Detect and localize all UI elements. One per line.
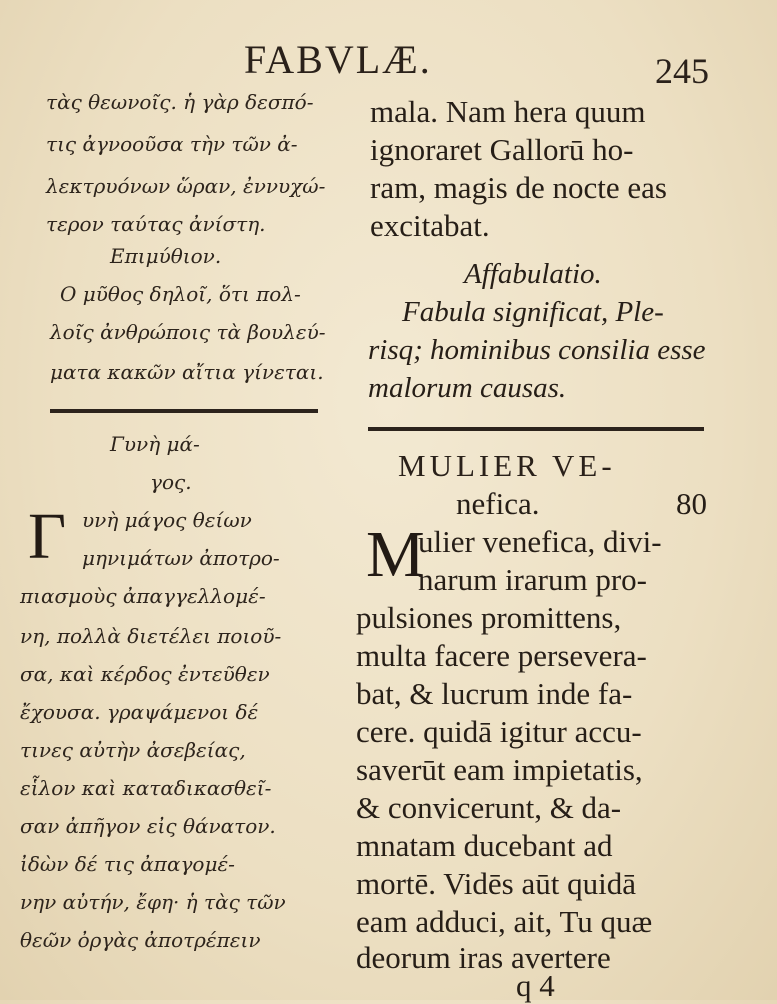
latin-line: malorum causas. <box>368 372 567 404</box>
latin-line: ram, magis de nocte eas <box>370 170 667 205</box>
greek-line: Ο μῦθος δηλοῖ, ὅτι πολ- <box>60 282 301 306</box>
latin-line: ignoraret Gallorū ho- <box>370 132 634 167</box>
latin-line: mnatam ducebant ad <box>356 828 613 863</box>
section-rule <box>368 427 704 431</box>
greek-line: λοῖς ἀνθρώποις τὰ βουλεύ- <box>50 320 326 344</box>
section-rule <box>50 409 318 413</box>
latin-line: cere. quidā igitur accu- <box>356 714 642 749</box>
fable-title-latin: MULIER VE- <box>398 448 616 483</box>
greek-line: τερον ταύτας ἀνίστη. <box>46 212 266 236</box>
drop-cap-initial: M <box>366 518 425 591</box>
greek-line: μηνιμάτων ἀποτρο- <box>82 546 280 570</box>
affabulatio-heading: Affabulatio. <box>464 258 602 290</box>
greek-line: νην αὐτήν, ἔφη· ἡ τὰς τῶν <box>20 890 286 914</box>
drop-cap-initial: Γ <box>28 500 67 573</box>
latin-line: risq; hominibus consilia esse <box>368 334 706 366</box>
greek-line: τὰς θεωνοῖς. ἡ γὰρ δεσπό- <box>46 90 314 114</box>
latin-line: narum irarum pro- <box>418 562 647 597</box>
greek-line: τις ἀγνοοῦσα τὴν τῶν ἀ- <box>46 132 298 156</box>
greek-line: σα, καὶ κέρδος ἐντεῦθεν <box>20 662 270 686</box>
latin-line: excitabat. <box>370 208 490 243</box>
fable-title-greek: γος. <box>150 470 192 494</box>
fable-title-latin: nefica. <box>456 486 540 521</box>
greek-line: ἔχουσα. γραψάμενοι δέ <box>20 700 259 724</box>
latin-line: mortē. Vidēs aūt quidā <box>356 866 636 901</box>
latin-line: Fabula significat, Ple- <box>402 296 664 328</box>
greek-line: πιασμοὺς ἀπαγγελλομέ- <box>20 584 266 608</box>
fable-title-greek: Γυνὴ μά- <box>110 432 200 456</box>
latin-line: & convicerunt, & da- <box>356 790 622 825</box>
latin-line: saverūt eam impietatis, <box>356 752 643 787</box>
greek-line: ἰδὼν δέ τις ἀπαγομέ- <box>20 852 235 876</box>
greek-line: εἷλον καὶ καταδικασθεῖ- <box>20 776 272 800</box>
latin-line: eam adduci, ait, Tu quæ <box>356 904 653 939</box>
latin-line: ulier venefica, divi- <box>418 524 662 559</box>
greek-line: σαν ἀπῆγον εἰς θάνατον. <box>20 814 276 838</box>
page-number: 245 <box>655 51 709 91</box>
greek-line: λεκτρυόνων ὥραν, ἐννυχώ- <box>46 174 326 198</box>
running-title: FABVLÆ. <box>244 37 432 82</box>
latin-line: mala. Nam hera quum <box>370 94 646 129</box>
greek-line: ματα κακῶν αἴτια γίνεται. <box>50 360 324 384</box>
latin-line: pulsiones promittens, <box>356 600 622 635</box>
greek-line: υνὴ μάγος θείων <box>82 508 252 532</box>
fable-number: 80 <box>676 486 707 521</box>
greek-line: νη, πολλὰ διετέλει ποιοῦ- <box>20 624 282 648</box>
epimythion-heading: Επιμύθιον. <box>110 244 222 268</box>
latin-line: multa facere persevera- <box>356 638 647 673</box>
signature-mark: q 4 <box>516 968 555 1003</box>
greek-line: τινες αὐτὴν ἀσεβείας, <box>20 738 246 762</box>
latin-line: bat, & lucrum inde fa- <box>356 676 633 711</box>
greek-line: θεῶν ὀργὰς ἀποτρέπειν <box>20 928 261 952</box>
latin-line: deorum iras avertere <box>356 940 611 975</box>
